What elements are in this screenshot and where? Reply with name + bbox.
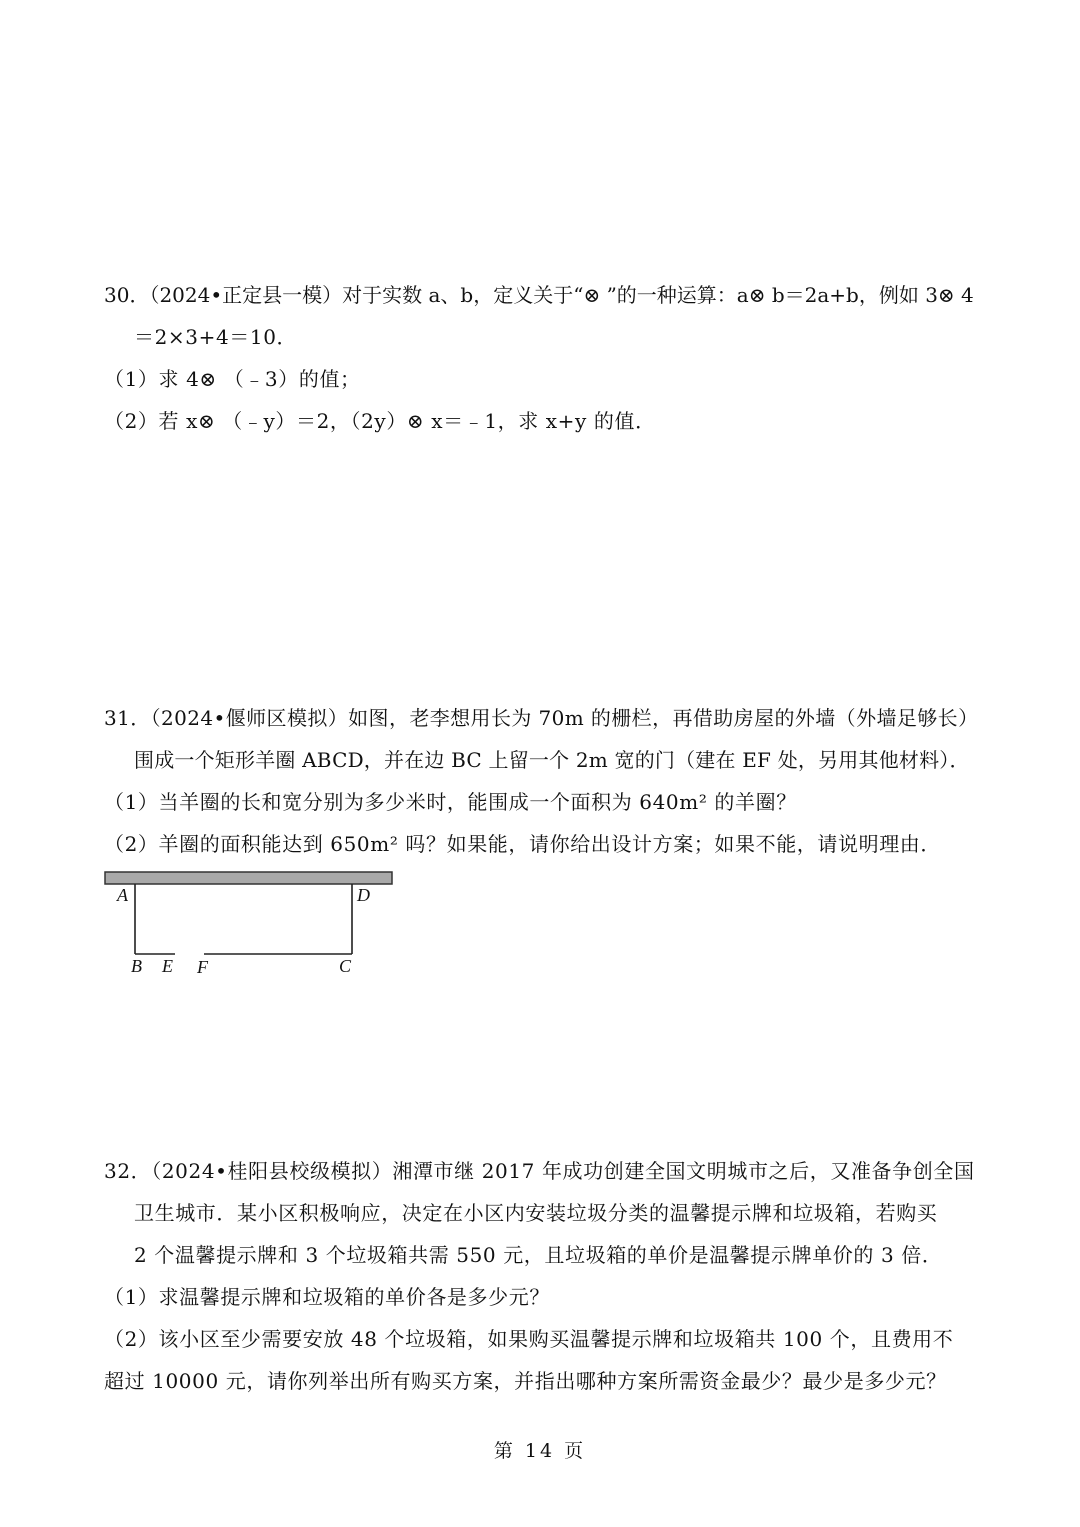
label-b: B — [131, 956, 142, 976]
q31-part-1: （1）当羊圈的长和宽分别为多少米时，能围成一个面积为 640m² 的羊圈？ — [104, 790, 797, 814]
q30-part-1: （1）求 4⊗ （﹣3）的值； — [104, 367, 361, 391]
q32-line-3: 2 个温馨提示牌和 3 个垃圾箱共需 550 元，且垃圾箱的单价是温馨提示牌单价的 3 倍． — [134, 1243, 943, 1267]
q32-part-2-cont: 超过 10000 元，请你列举出所有购买方案，并指出哪种方案所需资金最少？最少是多少元？ — [104, 1369, 947, 1393]
label-d: D — [357, 885, 370, 905]
q31-line-2: 围成一个矩形羊圈 ABCD，并在边 BC 上留一个 2m 宽的门（建在 EF 处，另用其他材料）． — [134, 748, 970, 772]
q31-part-2: （2）羊圈的面积能达到 650m² 吗？如果能，请你给出设计方案；如果不能，请说明理由． — [104, 832, 941, 856]
q30-line-2: ＝2×3+4＝10． — [134, 325, 298, 349]
q31-line-1: 31．（2024•偃师区模拟）如图，老李想用长为 70m 的栅栏，再借助房屋的外墙（外墙足够长） — [104, 706, 979, 730]
q30-line-1: 30．（2024•正定县一模）对于实数 a、b，定义关于“⊗ ”的一种运算：a⊗ b＝2a+b，例如 3⊗ 4 — [104, 283, 974, 307]
label-a: A — [117, 885, 128, 905]
q32-part-2: （2）该小区至少需要安放 48 个垃圾箱，如果购买温馨提示牌和垃圾箱共 100 个，且费用不 — [104, 1327, 954, 1351]
label-e: E — [162, 956, 173, 976]
q32-line-2: 卫生城市．某小区积极响应，决定在小区内安装垃圾分类的温馨提示牌和垃圾箱，若购买 — [134, 1201, 938, 1225]
label-c: C — [339, 956, 352, 976]
sheep-pen-figure — [100, 868, 400, 978]
house-wall — [105, 872, 392, 884]
page-number: 第 14 页 — [493, 1440, 587, 1462]
q30-part-2: （2）若 x⊗ （﹣y）＝2，（2y）⊗ x＝﹣1，求 x+y 的值． — [104, 409, 656, 433]
q32-line-1: 32．（2024•桂阳县校级模拟）湘潭市继 2017 年成功创建全国文明城市之后，又准备争创全国 — [104, 1159, 975, 1183]
q32-part-1: （1）求温馨提示牌和垃圾箱的单价各是多少元？ — [104, 1285, 550, 1309]
label-f: F — [197, 957, 208, 977]
